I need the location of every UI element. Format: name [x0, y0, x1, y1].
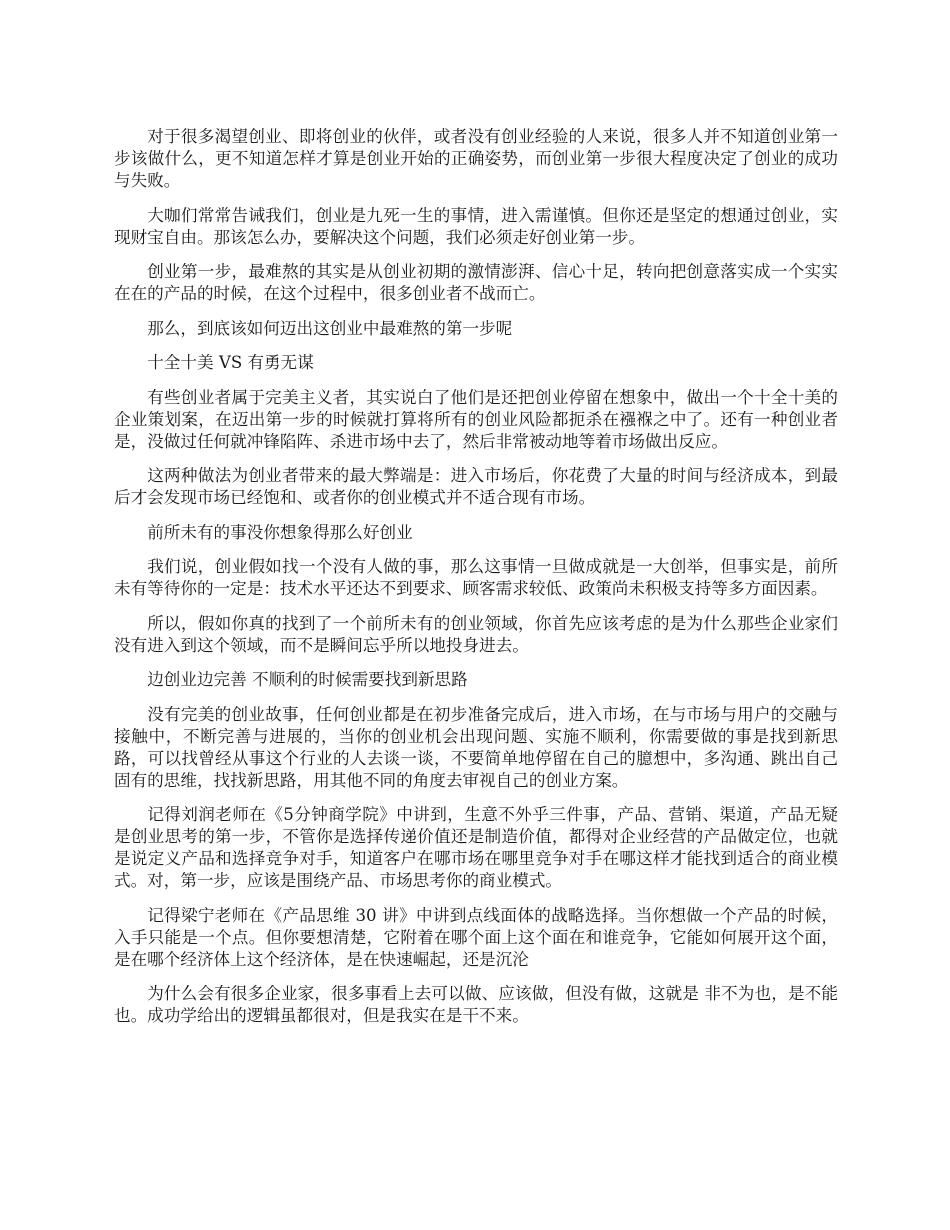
paragraph: 有些创业者属于完美主义者，其实说白了他们是还把创业停留在想象中，做出一个十全十美的企业策划案，在迈出第一步的时候就打算将所有的创业风险都扼杀在襁褓之中了。还有一种创业者是，没做过任何就冲锋陷阵、杀进市场中去了，然后非常被动地等着市场做出反应。	[114, 387, 838, 451]
paragraph: 我们说，创业假如找一个没有人做的事，那么这事情一旦做成就是一大创举，但事实是，前所未有等待你的一定是：技术水平还达不到要求、顾客需求较低、政策尚未积极支持等多方面因素。	[114, 557, 838, 598]
paragraph: 为什么会有很多企业家，很多事看上去可以做、应该做，但没有做，这就是 非不为也，是不能也。成功学给出的逻辑虽都很对，但是我实在是干不来。	[114, 984, 838, 1025]
paragraph: 大咖们常常告诫我们，创业是九死一生的事情，进入需谨慎。但你还是坚定的想通过创业，实现财宝自由。那该怎么办，要解决这个问题，我们必须走好创业第一步。	[114, 205, 838, 247]
paragraph: 所以，假如你真的找到了一个前所未有的创业领域，你首先应该考虑的是为什么那些企业家们没有进入到这个领域，而不是瞬间忘乎所以地投身进去。	[114, 613, 838, 655]
section-heading: 前所未有的事没你想象得那么好创业	[147, 522, 413, 542]
document-body	[114, 126, 838, 1040]
paragraph: 记得梁宁老师在《产品思维 30 讲》中讲到点线面体的战略选择。当你想做一个产品的时候，入手只能是一个点。但你要想清楚，它附着在哪个面上这个面在和谁竞争，它能如何展开这个面，是在哪个经济体上这个经济体，是在快速崛起，还是沉沦	[114, 905, 838, 969]
paragraph: 那么，到底该如何迈出这创业中最难熬的第一步呢	[147, 318, 513, 338]
section-heading: 十全十美 VS 有勇无谋	[147, 353, 314, 372]
section-heading: 边创业边完善 不顺利的时候需要找到新思路	[147, 670, 468, 689]
paragraph: 创业第一步，最难熬的其实是从创业初期的激情澎湃、信心十足，转向把创意落实成一个实实在在的产品的时候，在这个过程中，很多创业者不战而亡。	[114, 262, 838, 303]
paragraph: 没有完美的创业故事，任何创业都是在初步准备完成后，进入市场，在与市场与用户的交融与接触中，不断完善与进展的，当你的创业机会出现问题、实施不顺利，你需要做的事是找到新思路，可以找曾经从事这个行业的人去谈一谈，不要简单地停留在自己的臆想中，多沟通、跳出自己固有的思维，找找新思路，用其他不同的角度去审视自己的创业方案。	[114, 704, 838, 790]
paragraph: 对于很多渴望创业、即将创业的伙伴，或者没有创业经验的人来说，很多人并不知道创业第一步该做什么，更不知道怎样才算是创业开始的正确姿势，而创业第一步很大程度决定了创业的成功与失败。	[114, 127, 838, 190]
paragraph: 记得刘润老师在《5分钟商学院》中讲到，生意不外乎三件事，产品、营销、渠道，产品无疑是创业思考的第一步，不管你是选择传递价值还是制造价值，都得对企业经营的产品做定位，也就是说定义产品和选择竞争对手，知道客户在哪市场在哪里竞争对手在哪这样才能找到适合的商业模式。对，第一步，应该是围绕产品、市场思考你的商业模式。	[114, 805, 838, 890]
paragraph: 这两种做法为创业者带来的最大弊端是：进入市场后，你花费了大量的时间与经济成本，到最后才会发现市场已经饱和、或者你的创业模式并不适合现有市场。	[114, 466, 838, 507]
